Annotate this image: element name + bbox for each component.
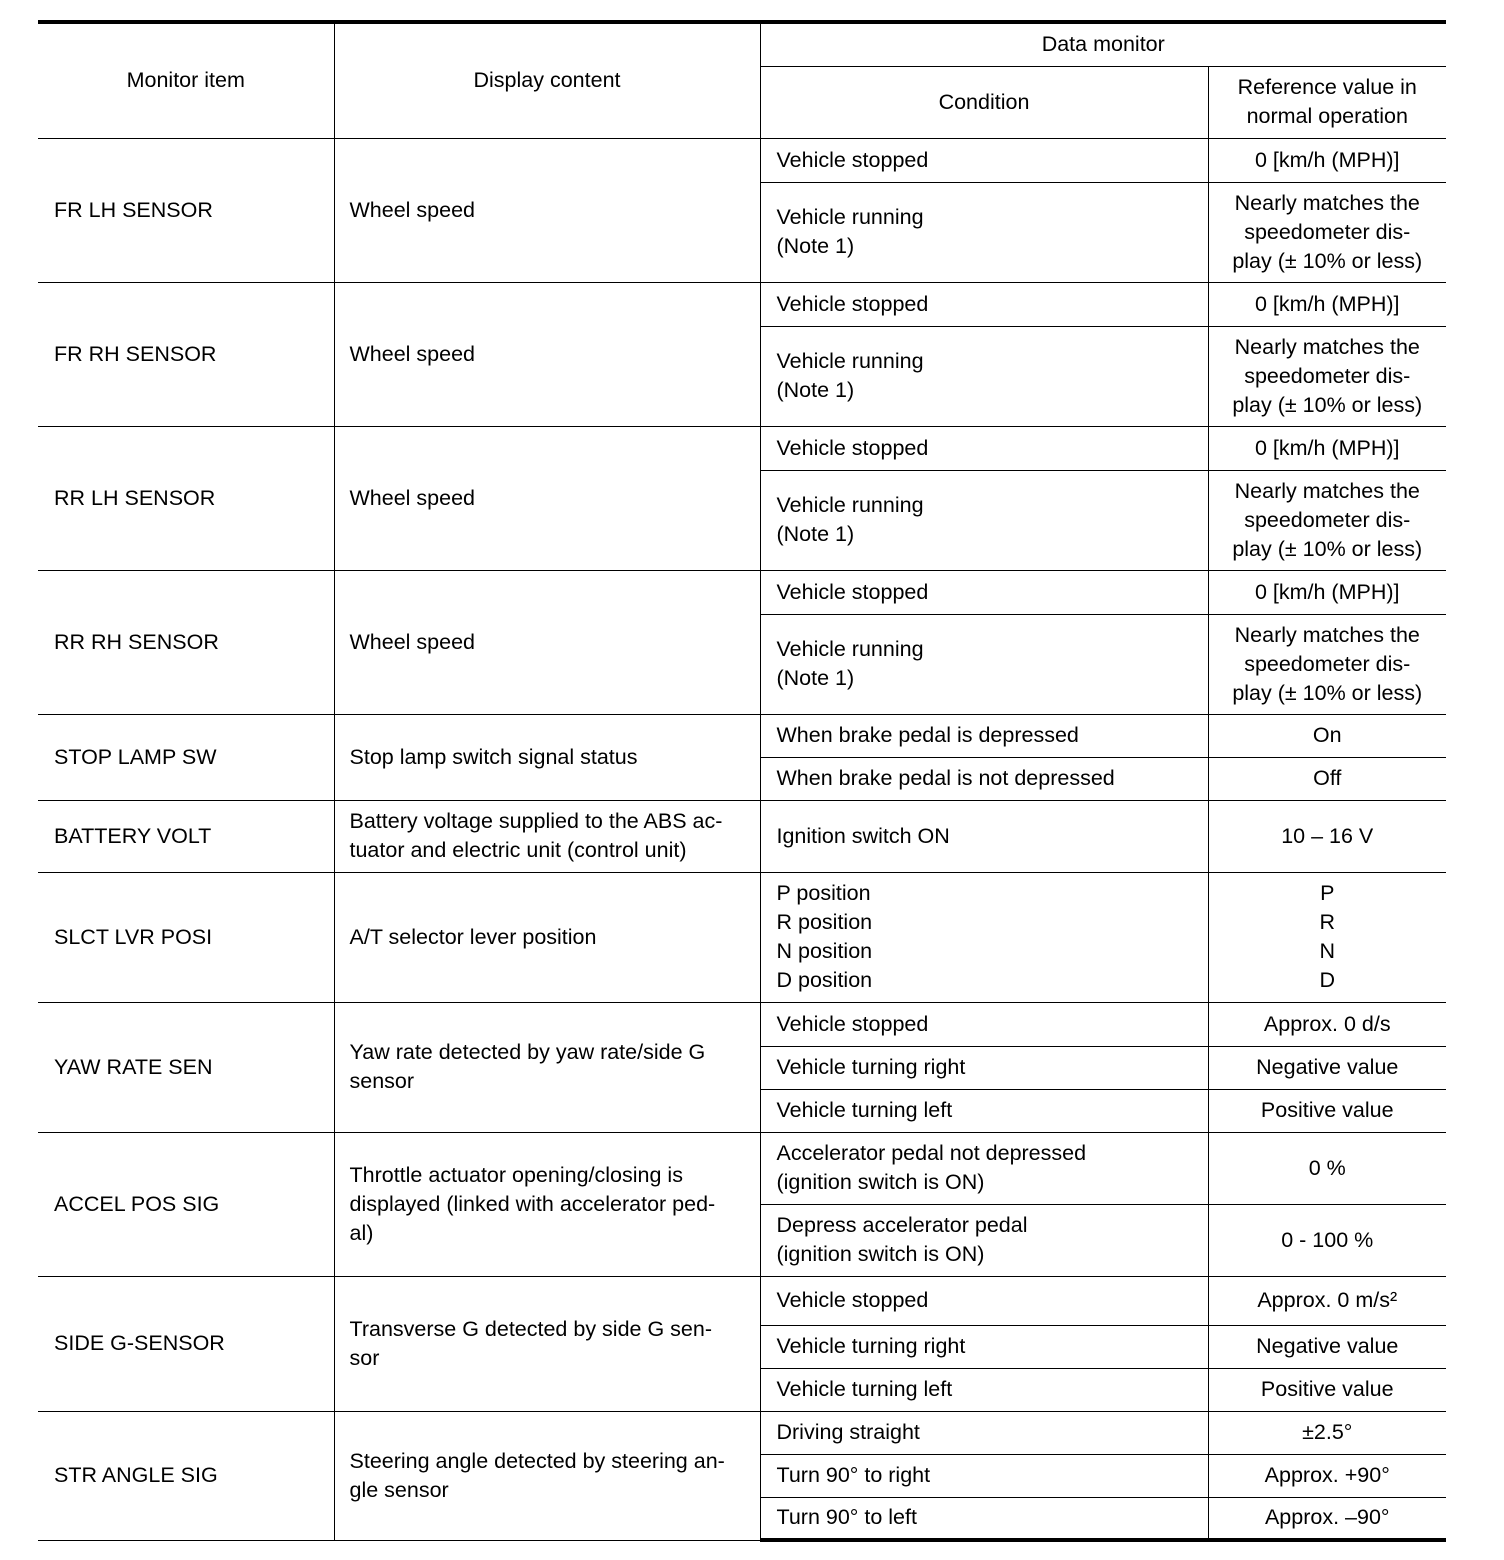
monitor-item-cell: SLCT LVR POSI [38,872,334,1002]
display-content-cell: Stop lamp switch signal status [334,714,760,800]
display-content-cell: A/T selector lever position [334,872,760,1002]
reference-value-cell: 0 [km/h (MPH)] [1208,138,1446,182]
reference-value-cell: 0 [km/h (MPH)] [1208,282,1446,326]
condition-cell: Vehicle turning right [760,1325,1208,1368]
table-row [38,282,1446,326]
reference-value-cell: 0 [km/h (MPH)] [1208,426,1446,470]
display-content-cell: Wheel speed [334,282,760,426]
table-row [38,1132,1446,1204]
monitor-item-cell: FR LH SENSOR [38,138,334,282]
header-monitor-item: Monitor item [38,22,334,138]
condition-cell: Turn 90° to left [760,1497,1208,1540]
table-body [38,138,1446,1540]
monitor-item-cell: SIDE G-SENSOR [38,1276,334,1411]
condition-cell: When brake pedal is depressed [760,714,1208,757]
condition-cell: Vehicle turning left [760,1089,1208,1132]
display-content-cell: Wheel speed [334,570,760,714]
reference-value-cell: Approx. 0 m/s² [1208,1276,1446,1325]
table-row [38,1276,1446,1325]
reference-value-cell: Nearly matches the speedometer dis- play (± 10% or less) [1208,326,1446,426]
condition-cell: Vehicle running (Note 1) [760,182,1208,282]
monitor-item-cell: YAW RATE SEN [38,1002,334,1132]
reference-value-cell: Approx. –90° [1208,1497,1446,1540]
condition-cell: Vehicle stopped [760,282,1208,326]
condition-cell: Vehicle turning right [760,1046,1208,1089]
condition-cell: When brake pedal is not depressed [760,757,1208,800]
condition-cell: Driving straight [760,1411,1208,1454]
reference-value-cell: Negative value [1208,1046,1446,1089]
condition-cell: Vehicle stopped [760,1276,1208,1325]
reference-value-cell: 10 – 16 V [1208,800,1446,872]
display-content-cell: Steering angle detected by steering an- gle sensor [334,1411,760,1540]
condition-cell: Ignition switch ON [760,800,1208,872]
condition-cell: Accelerator pedal not depressed (ignition switch is ON) [760,1132,1208,1204]
table-row [38,1002,1446,1046]
monitor-item-cell: ACCEL POS SIG [38,1132,334,1276]
data-monitor-table-container [38,20,1446,1542]
table-row [38,714,1446,757]
condition-cell: Vehicle stopped [760,138,1208,182]
condition-cell: Vehicle running (Note 1) [760,470,1208,570]
reference-value-cell: Negative value [1208,1325,1446,1368]
display-content-cell: Wheel speed [334,138,760,282]
display-content-cell: Wheel speed [334,426,760,570]
condition-cell: Vehicle stopped [760,570,1208,614]
table-row [38,138,1446,182]
header-display-content: Display content [334,22,760,138]
header-condition: Condition [760,66,1208,138]
reference-value-cell: Off [1208,757,1446,800]
table-row [38,800,1446,872]
condition-cell: Vehicle turning left [760,1368,1208,1411]
monitor-item-cell: RR RH SENSOR [38,570,334,714]
condition-cell: Turn 90° to right [760,1454,1208,1497]
table-row [38,570,1446,614]
header-data-monitor: Data monitor [760,22,1446,66]
header-reference-value: Reference value in normal operation [1208,66,1446,138]
display-content-cell: Transverse G detected by side G sen- sor [334,1276,760,1411]
monitor-item-cell: BATTERY VOLT [38,800,334,872]
reference-value-cell: Nearly matches the speedometer dis- play (± 10% or less) [1208,182,1446,282]
reference-value-cell: Approx. 0 d/s [1208,1002,1446,1046]
condition-cell: Vehicle running (Note 1) [760,614,1208,714]
reference-value-cell: Approx. +90° [1208,1454,1446,1497]
reference-value-cell: 0 % [1208,1132,1446,1204]
reference-value-cell: ±2.5° [1208,1411,1446,1454]
condition-cell: Depress accelerator pedal (ignition switch is ON) [760,1204,1208,1276]
monitor-item-cell: STR ANGLE SIG [38,1411,334,1540]
table-row [38,1411,1446,1454]
reference-value-cell: P R N D [1208,872,1446,1002]
monitor-item-cell: RR LH SENSOR [38,426,334,570]
monitor-item-cell: STOP LAMP SW [38,714,334,800]
monitor-item-cell: FR RH SENSOR [38,282,334,426]
display-content-cell: Yaw rate detected by yaw rate/side G sensor [334,1002,760,1132]
display-content-cell: Battery voltage supplied to the ABS ac- tuator and electric unit (control unit) [334,800,760,872]
reference-value-cell: Positive value [1208,1368,1446,1411]
reference-value-cell: 0 - 100 % [1208,1204,1446,1276]
data-monitor-table [38,20,1446,1542]
condition-cell: Vehicle stopped [760,426,1208,470]
reference-value-cell: 0 [km/h (MPH)] [1208,570,1446,614]
table-row [38,872,1446,1002]
reference-value-cell: Positive value [1208,1089,1446,1132]
reference-value-cell: On [1208,714,1446,757]
condition-cell: P position R position N position D position [760,872,1208,1002]
reference-value-cell: Nearly matches the speedometer dis- play (± 10% or less) [1208,470,1446,570]
condition-cell: Vehicle running (Note 1) [760,326,1208,426]
reference-value-cell: Nearly matches the speedometer dis- play (± 10% or less) [1208,614,1446,714]
display-content-cell: Throttle actuator opening/closing is displayed (linked with accelerator ped- al) [334,1132,760,1276]
table-row [38,426,1446,470]
condition-cell: Vehicle stopped [760,1002,1208,1046]
